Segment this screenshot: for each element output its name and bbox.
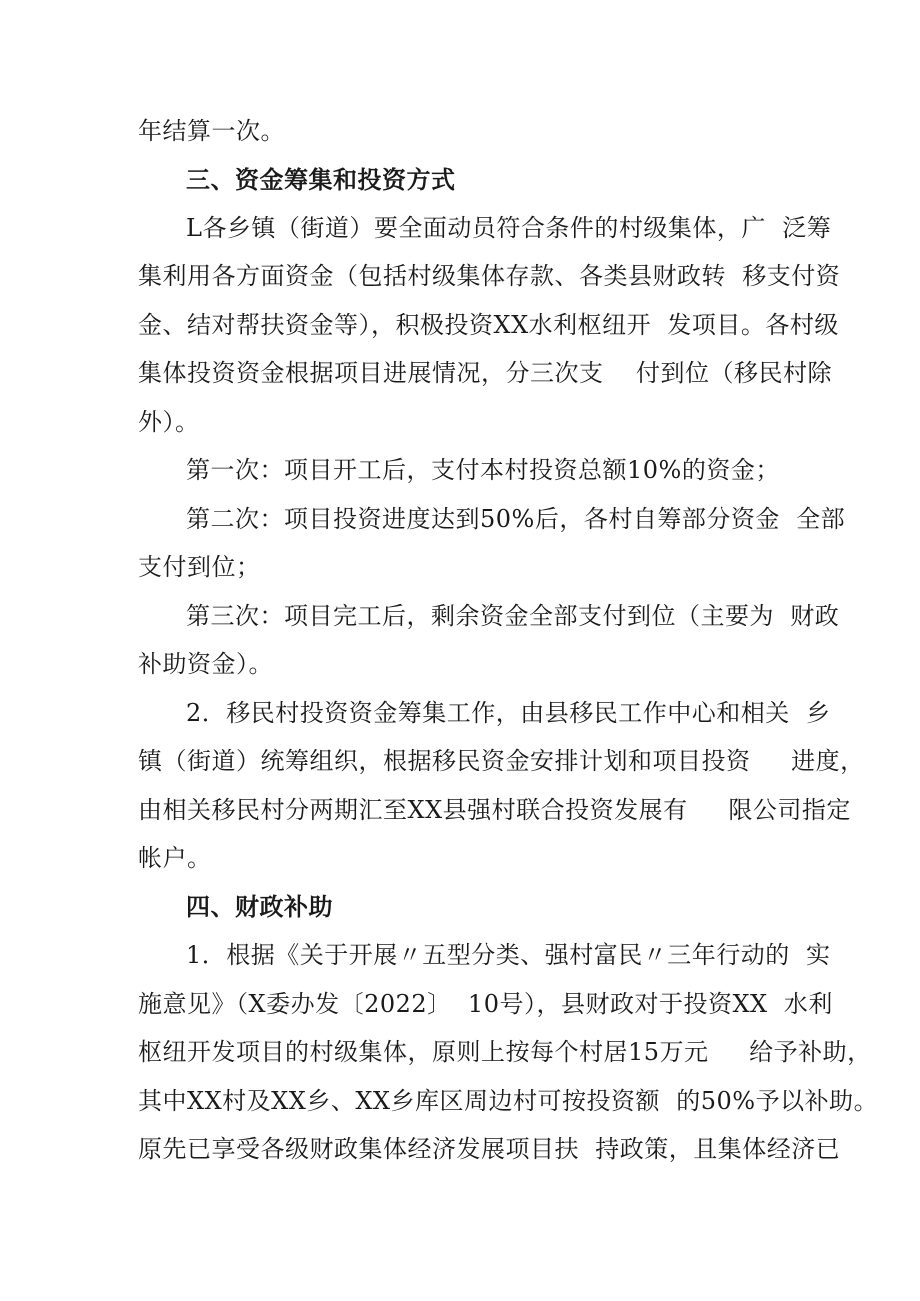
- text-line: 原先已享受各级财政集体经济发展项目扶 持政策，且集体经济已: [138, 1135, 841, 1163]
- section-heading: 三、资金筹集和投资方式: [186, 166, 456, 194]
- text-line: 第二次：项目投资进度达到50%后，各村自筹部分资金 全部: [186, 505, 846, 533]
- text-line: 1．根据《关于开展〃五型分类、强村富民〃三年行动的 实: [186, 941, 831, 969]
- text-line: 支付到位；: [138, 553, 261, 581]
- text-line: 金、结对帮扶资金等），积极投资XX水利枢纽开 发项目。各村级: [138, 311, 839, 339]
- text-line: 由相关移民村分两期汇至XX县强村联合投资发展有 限公司指定: [138, 796, 851, 824]
- text-line: 第一次：项目开工后，支付本村投资总额10%的资金；: [186, 456, 780, 484]
- text-line: 帐户。: [138, 844, 212, 872]
- text-line: 施意见》（X委办发〔2022〕 10号），县财政对于投资XX 水利: [138, 990, 833, 1018]
- text-line: 2．移民村投资资金筹集工作，由县移民工作中心和相关 乡: [186, 699, 831, 727]
- text-line: 年结算一次。: [138, 117, 285, 145]
- text-line: 其中XX村及XX乡、XX乡库区周边村可按投资额 的50%予以补助。: [138, 1087, 879, 1115]
- text-line: 补助资金）。: [138, 650, 273, 678]
- text-line: 镇（街道）统筹组织，根据移民资金安排计划和项目投资 进度，: [138, 747, 865, 775]
- text-line: 外）。: [138, 408, 200, 436]
- text-line: 枢纽开发项目的村级集体，原则上按每个村居15万元 给予补助，: [138, 1038, 872, 1066]
- text-line: 集体投资资金根据项目进展情况，分三次支 付到位（移民村除: [138, 359, 833, 387]
- text-line: 第三次：项目完工后，剩余资金全部支付到位（主要为 财政: [186, 602, 840, 630]
- section-heading: 四、财政补助: [186, 893, 333, 921]
- text-line: 集利用各方面资金（包括村级集体存款、各类县财政转 移支付资: [138, 262, 841, 290]
- text-line: L各乡镇（街道）要全面动员符合条件的村级集体，广 泛筹: [186, 214, 832, 242]
